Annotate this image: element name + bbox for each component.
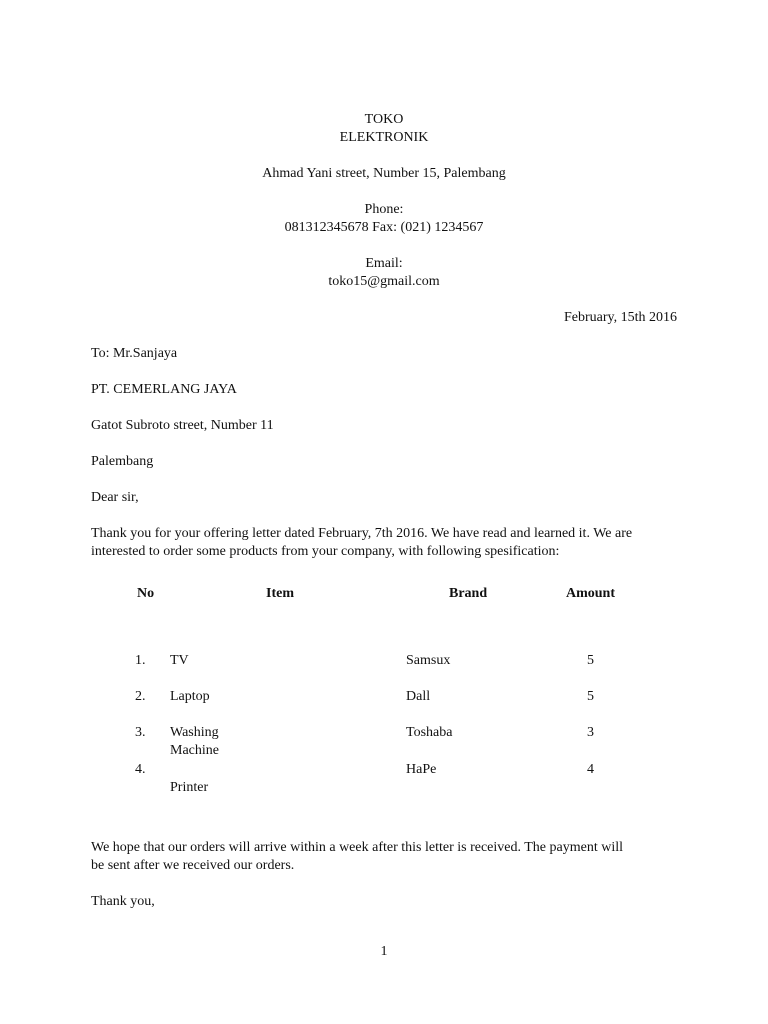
- row-item: Washing: [170, 725, 219, 740]
- row-brand: Samsux: [406, 653, 451, 668]
- signoff: Thank you,: [91, 894, 155, 909]
- recipient-city: Palembang: [91, 454, 154, 469]
- row-amount: 5: [587, 689, 594, 704]
- recipient-company: PT. CEMERLANG JAYA: [91, 382, 237, 397]
- company-name-line1: TOKO: [364, 112, 404, 127]
- company-name-line2: ELEKTRONIK: [339, 130, 429, 145]
- intro-line-1: Thank you for your offering letter dated February, 7th 2016. We have read and learned it. We are: [91, 526, 633, 541]
- row-no: 3.: [135, 725, 146, 740]
- header-no: No: [137, 586, 155, 601]
- row-item-continued: Machine: [170, 743, 219, 758]
- row-amount: 3: [587, 725, 594, 740]
- phone-fax: 081312345678 Fax: (021) 1234567: [284, 220, 484, 235]
- row-brand: Dall: [406, 689, 431, 704]
- phone-label: Phone:: [364, 202, 404, 217]
- row-no: 2.: [135, 689, 146, 704]
- row-item: Laptop: [170, 689, 210, 704]
- row-no: 1.: [135, 653, 146, 668]
- page-number: 1: [380, 944, 388, 959]
- row-item: TV: [170, 653, 189, 668]
- row-amount: 4: [587, 762, 594, 777]
- closing-line-2: be sent after we received our orders.: [91, 858, 295, 873]
- salutation: Dear sir,: [91, 490, 139, 505]
- row-no: 4.: [135, 762, 146, 777]
- email-address: toko15@gmail.com: [328, 274, 440, 289]
- email-label: Email:: [365, 256, 403, 271]
- company-address: Ahmad Yani street, Number 15, Palembang: [262, 166, 506, 181]
- row-brand: HaPe: [406, 762, 437, 777]
- row-item-continued: Printer: [170, 780, 209, 795]
- letter-date: February, 15th 2016: [563, 310, 677, 325]
- recipient-to: To: Mr.Sanjaya: [91, 346, 178, 361]
- recipient-street: Gatot Subroto street, Number 11: [91, 418, 274, 433]
- intro-line-2: interested to order some products from your company, with following spesification:: [91, 544, 560, 559]
- closing-line-1: We hope that our orders will arrive within a week after this letter is received. The payment will: [91, 840, 623, 855]
- header-item: Item: [266, 586, 294, 601]
- row-brand: Toshaba: [406, 725, 453, 740]
- header-amount: Amount: [566, 586, 616, 601]
- row-amount: 5: [587, 653, 594, 668]
- header-brand: Brand: [449, 586, 488, 601]
